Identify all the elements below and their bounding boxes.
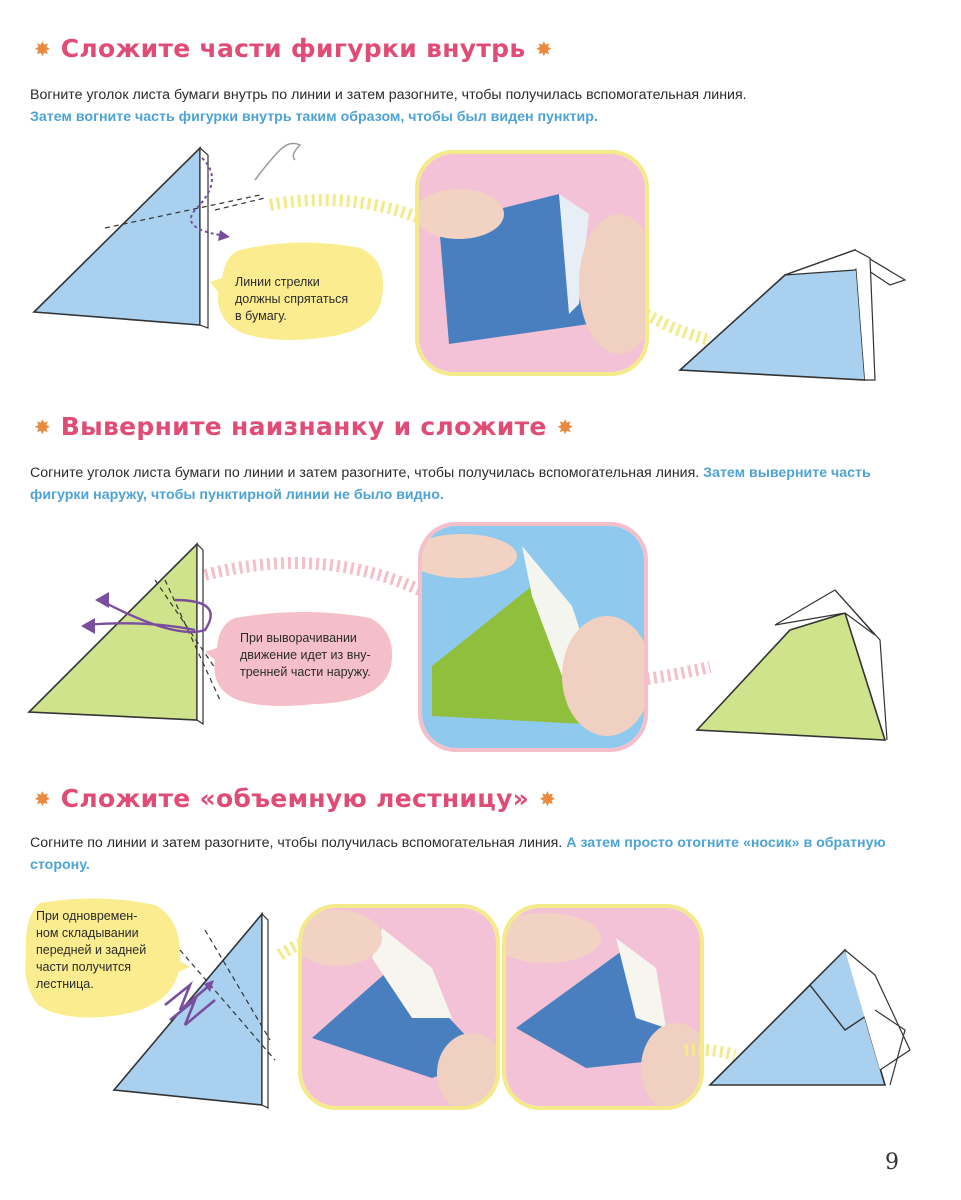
section-instructions xyxy=(30,462,930,506)
section-inside-out xyxy=(0,400,961,780)
section-heading xyxy=(34,34,552,63)
bubble-line: движение идет из вну- xyxy=(240,648,371,662)
star-icon: ✸ xyxy=(539,786,556,811)
staircase-photo-1 xyxy=(298,904,500,1110)
bubble-line: Линии стрелки xyxy=(235,275,320,289)
instruction-text: Вогните уголок листа бумаги внутрь по линии и затем разогните, чтобы получилась вспомогательная линия. xyxy=(30,87,747,103)
section-heading xyxy=(34,412,573,441)
star-icon: ✸ xyxy=(34,414,51,439)
section-instructions xyxy=(30,832,930,876)
bubble-line: должны спрятаться xyxy=(235,292,349,306)
section-fold-inside xyxy=(0,0,961,390)
bubble-line: в бумагу. xyxy=(235,309,287,323)
instruction-text: Согните уголок листа бумаги по линии и затем разогните, чтобы получилась вспомогательная линия. xyxy=(30,465,700,481)
section-title: Выверните наизнанку и сложите xyxy=(60,412,547,441)
section-title: Сложите части фигурки внутрь xyxy=(60,34,526,63)
section-instructions xyxy=(30,84,930,128)
inside-out-diagram-after xyxy=(695,585,925,745)
bubble-line: тренней части наружу. xyxy=(240,665,371,679)
instruction-highlight: Затем вогните часть фигурки внутрь таким образом, чтобы был виден пунктир. xyxy=(30,109,598,125)
page-number: 9 xyxy=(885,1150,899,1175)
instruction-text: Согните по линии и затем разогните, чтобы получилась вспомогательная линия. xyxy=(30,835,563,851)
fold-diagram-after xyxy=(675,230,915,390)
fold-photo xyxy=(415,150,649,376)
instruction-highlight: А затем просто отогните «носик» в обратную сторону. xyxy=(30,835,886,873)
bubble-line: При одновремен- xyxy=(36,909,138,923)
instruction-highlight: Затем выверните часть фигурки наружу, чтобы пунктирной линии не было видно. xyxy=(30,465,871,503)
bubble-line: части получится xyxy=(36,960,131,974)
bubble-line: При выворачивании xyxy=(240,631,357,645)
star-icon: ✸ xyxy=(535,36,553,61)
section-title: Сложите «объемную лестницу» xyxy=(60,784,530,813)
staircase-photo-2 xyxy=(502,904,704,1110)
bubble-line: ном складывании xyxy=(36,926,139,940)
star-icon: ✸ xyxy=(34,786,51,811)
section-staircase xyxy=(0,780,961,1160)
inside-out-photo xyxy=(418,522,648,752)
staircase-diagram-after xyxy=(705,920,930,1095)
star-icon: ✸ xyxy=(556,414,574,439)
star-icon: ✸ xyxy=(34,36,51,61)
bubble-line: передней и задней xyxy=(36,943,147,957)
bubble-line: лестница. xyxy=(36,977,94,991)
section-heading xyxy=(34,784,556,813)
